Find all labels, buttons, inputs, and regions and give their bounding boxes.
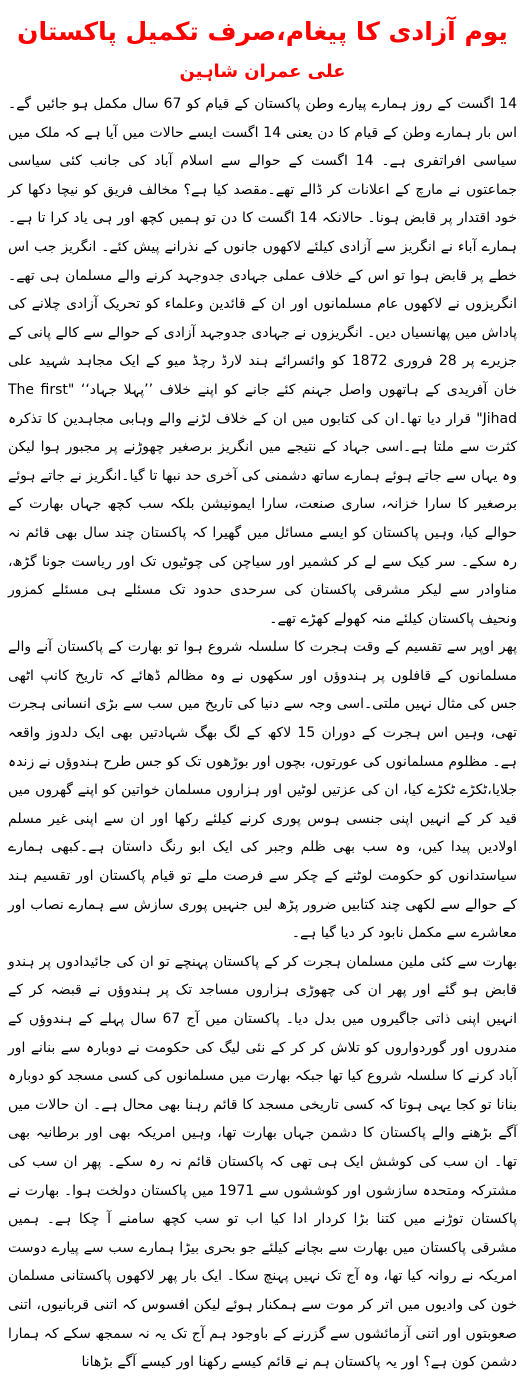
- article-title: یوم آزادی کا پیغام،صرف تکمیل پاکستان: [17, 17, 508, 46]
- paragraph-2: پھر اوپر سے تقسیم کے وقت ہجرت کا سلسلہ شروع ہوا تو بھارت کے پاکستان آنے والے مسلمانوں کے قافلوں پر ہندوؤں اور سکھوں نے وہ مظالم ڈھائے کہ تاریخ کانپ اٹھی جس کی مثال نہیں ملتی۔اسی وجہ سے دنیا کی تاریخ میں سب سے بڑی انسانی ہجرت تھی، وہیں اس ہجرت کے دوران 15 لاکھ کے لگ بھگ شہادتیں بھی ایک دلدوز واقعہ ہے۔ مظلوم مسلمانوں کی عورتوں، بچوں اور بوڑھوں تک کو جس طرح ہندوؤں نے زندہ جلایا،ٹکڑے ٹکڑے کیا، ان کی عزتیں لوٹیں اور ہزاروں مسلمان خواتین کو اپنے گھروں میں قید کر کے انہیں اپنی جنسی ہوس پوری کرنے کیلئے رکھا اور ان سے اپنی غیر مسلم اولادیں پیدا کیں، وہ سب بھی ظلم وجبر کی ایک ابو رنگ داستان ہے۔کبھی ہمارے سیاستدانوں کو حکومت لوٹنے کے چکر سے فرصت ملے تو قیام پاکستان اور تقسیم ہند کے حوالے سے لکھی چند کتابیں ضرور پڑھ لیں جنہیں پوری سازش سے ہمارے نصاب اور معاشرے سے مکمل نابود کر دیا گیا ہے۔: [8, 639, 517, 942]
- paragraph-3: بھارت سے کئی ملین مسلمان ہجرت کر کے پاکستان پہنچے تو ان کی جائیدادوں پر ہندو قابض ہو گئے اور پھر ان کی چھوڑی ہزاروں مساجد تک پر ہندوؤں نے قبضہ کر کے انہیں اپنی ذاتی جاگیروں میں بدل دیا۔ پاکستان میں آج 67 سال پہلے کے ہندوؤں کے مندروں اور گوردواروں کو تلاش کر کر کے نئی لیگ کی حکومت نے دوبارہ سے بنانے اور آباد کرنے کا سلسلہ شروع کیا تھا جبکہ بھارت میں مسلمانوں کی کسی مسجد کو دوبارہ بنانا تو کجا یہی ہوتا کہ کسی تاریخی مسجد کا قائم رہنا بھی محال ہے۔ ان حالات میں آگے بڑھنے والے پاکستان کا دشمن جہاں بھارت تھا، وہیں امریکہ بھی اور برطانیہ بھی تھا۔ ان سب کی کوشش ایک ہی تھی کہ پاکستان قائم نہ رہ سکے۔ پھر ان سب کی مشترکہ ومتحدہ سازشوں اور کوششوں سے 1971 میں پاکستان دولخت ہوا۔ بھارت نے پاکستان توڑنے میں کتنا بڑا کردار ادا کیا اب تو سب کچھ سامنے آ چکا ہے۔ ہمیں مشرقی پاکستان میں بھارت سے بچانے کیلئے جو بحری بیڑا ہمارے سب سے پیارے دوست امریکہ نے روانہ کیا تھا، وہ آج تک نہیں پہنچ سکا۔ ایک بار پھر لاکھوں پاکستانی مسلمان خون کی وادیوں میں اتر کر موت سے ہمکنار ہوئے لیکن افسوس کہ اتنی قربانیوں، اتنی صعوبتوں اور اتنی آزمائشوں سے گزرنے کے باوجود ہم آج تک یہ نہ سمجھ سکے کہ ہمارا دشمن کون ہے؟ اور یہ پاکستان ہم نے قائم کیسے رکھنا اور کیسے آگے بڑھانا: [8, 953, 517, 1371]
- paragraph-1: 14 اگست کے روز ہمارے پیارے وطن پاکستان کے قیام کو 67 سال مکمل ہو جائیں گے۔اس بار ہمارے وطن کے قیام کا دن یعنی 14 اگست ایسے حالات میں آیا ہے کہ ملک میں سیاسی افراتفری ہے۔ 14 اگست کے حوالے سے اسلام آباد کی جانب کئی سیاسی جماعتوں نے مارچ کے اعلانات کر ڈالے تھے۔مقصد کیا ہے؟ مخالف فریق کو نیچا دکھا کر خود اقتدار پر قابض ہونا۔ حالانکہ 14 اگست کا دن تو ہمیں کچھ اور ہی یاد کرا تا ہے۔ہمارے آباء نے انگریز سے آزادی کیلئے لاکھوں جانوں کے نذرانے پیش کئے۔ انگریز جب اس خطے پر قابض ہوا تو اس کے خلاف عملی جہادی جدوجہد کرنے والے مسلمان ہی تھے۔ انگریزوں نے لاکھوں عام مسلمانوں اور ان کے قائدین وعلماء کو تحریک آزادی چلانے کی پاداش میں پھانسیاں دیں۔ انگریزوں نے جہادی جدوجہد آزادی کے حوالے سے کالے پانی کے جزیرے پر 28 فروری 1872 کو وائسرائے ہند لارڈ رچڈ میو کے ایک مجاہد شہید علی خان آفریدی کے ہاتھوں واصل جہنم کئے جانے کو اپنے خلاف ’’پہلا جہاد‘‘ "The first Jihad" قرار دیا تھا۔ان کی کتابوں میں ان کے خلاف لڑنے والے وہابی مجاہدین کا تذکرہ کثرت سے ملتا ہے۔اسی جہاد کے نتیجے میں انگریز برصغیر چھوڑنے پر مجبور ہوا لیکن وہ یہاں سے جاتے ہوئے ہمارے ساتھ دشمنی کی آخری حد نبھا تا گیا۔انگریز نے جاتے ہوئے برصغیر کا سارا خزانہ، ساری صنعت، سارا ایمونیشن بلکہ سب کچھ جہاں بھارت کے حوالے کیا، وہیں پاکستان کو ایسے مسائل میں گھیرا کہ پاکستان چند سال بھی قائم نہ رہ سکے۔ سر کیک سے لے کر کشمیر اور سیاچن کی چوٹیوں تک اور ریاست جونا گڑھ، مناوادر سے لیکر مشرقی پاکستان کی سرحدی حدود تک مسئلے ہی مسئلے کمزور ونحیف پاکستان کیلئے منہ کھولے کھڑے تھے۔: [8, 96, 518, 627]
- author-byline: علی عمران شاہین: [179, 61, 346, 82]
- article-body: [8, 90, 517, 1377]
